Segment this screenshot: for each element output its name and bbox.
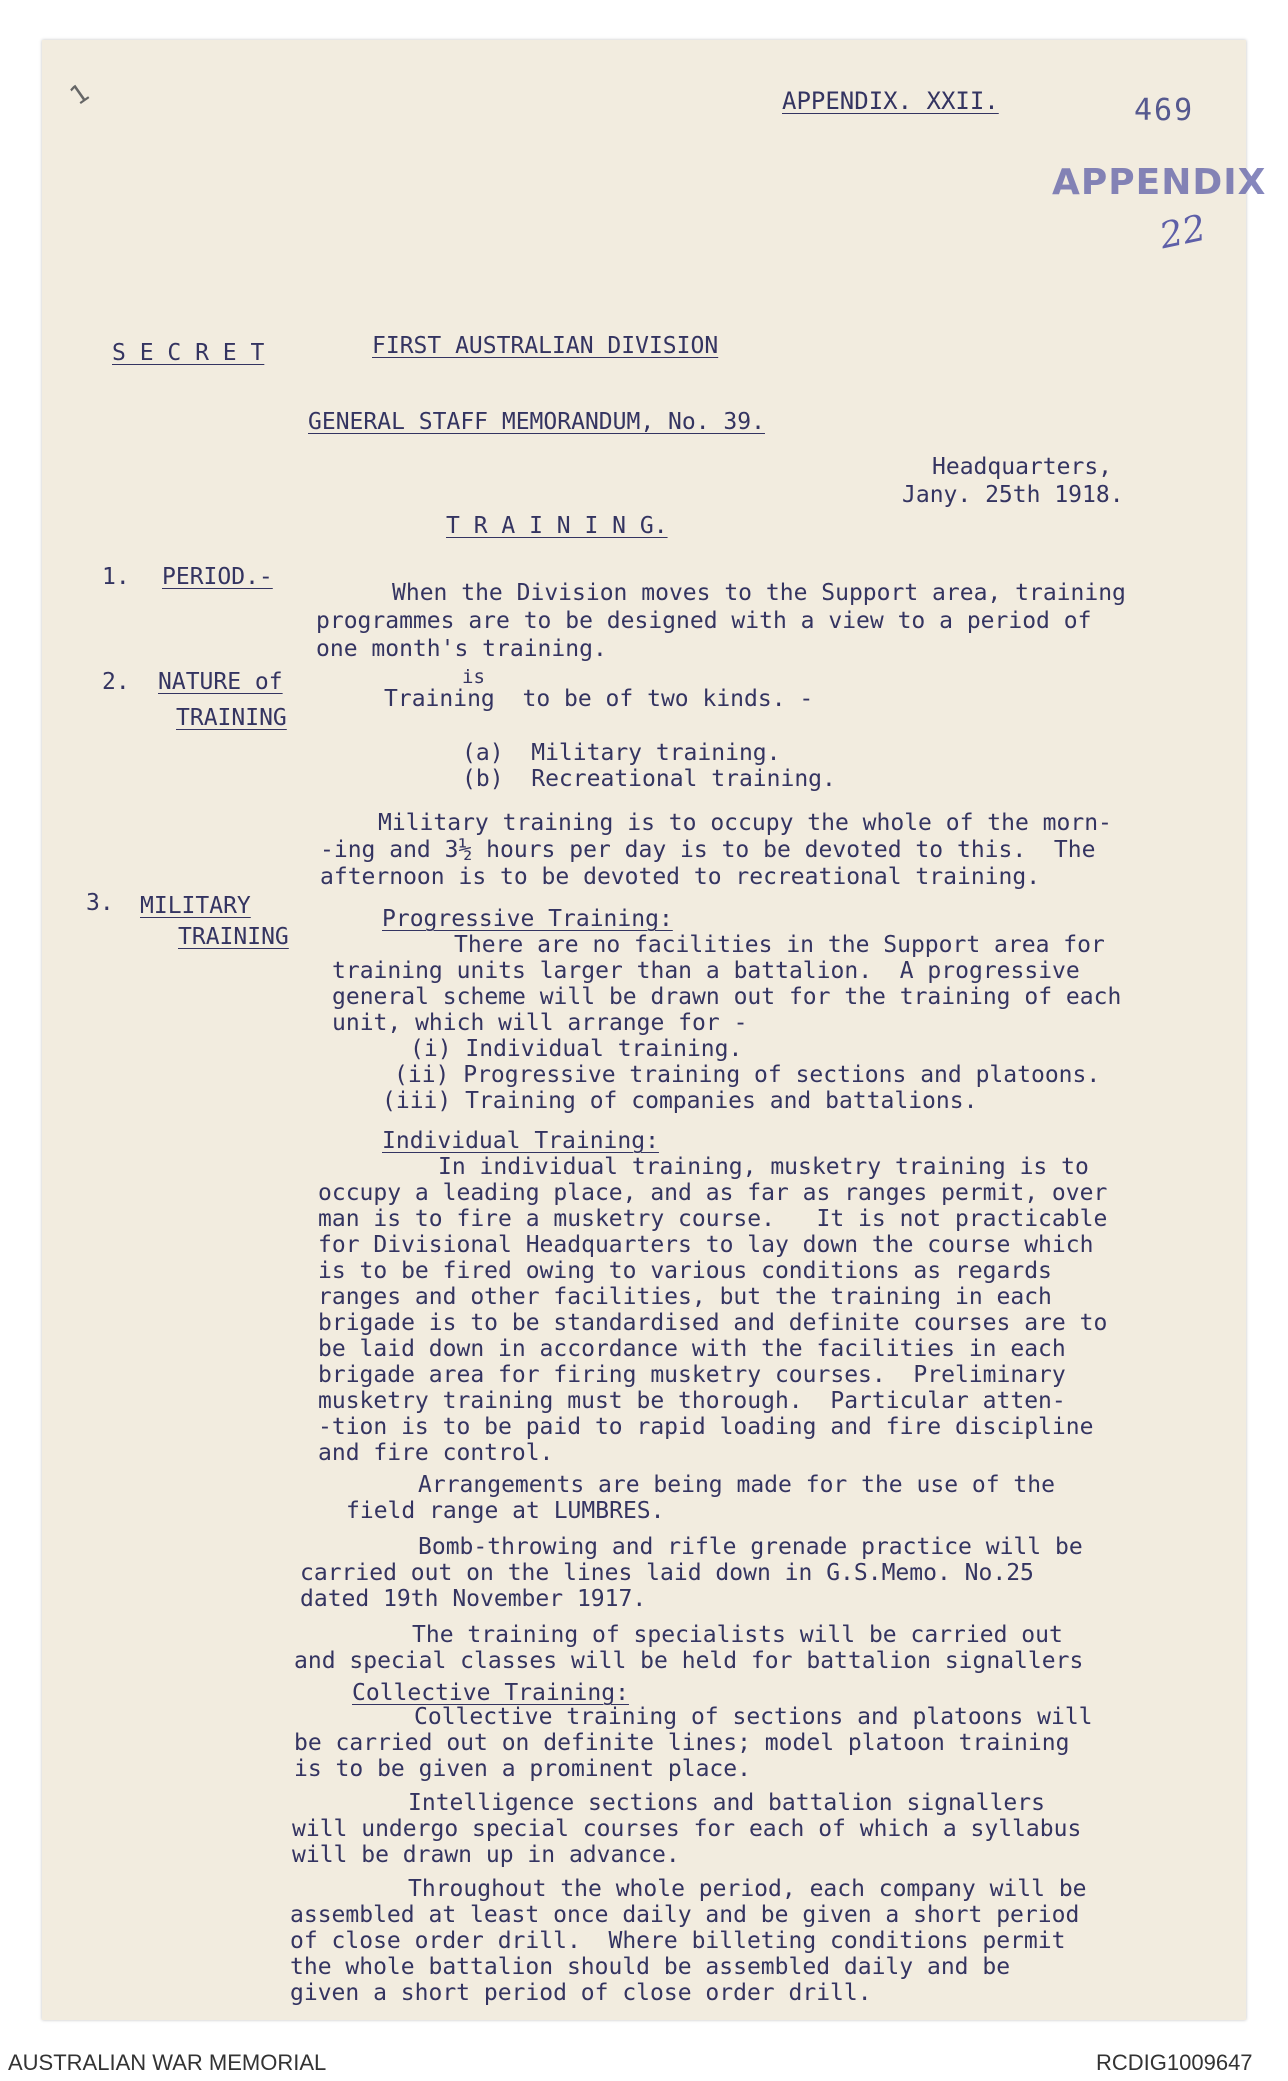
origin-date: Jany. 25th 1918. [902, 482, 1124, 508]
ind-line: man is to fire a musketry course. It is not practicable [318, 1206, 1108, 1232]
s2-line: -ing and 3½ hours per day is to be devoted to this. The [320, 837, 1096, 863]
division-title: FIRST AUSTRALIAN DIVISION [372, 333, 719, 359]
coll-line: Collective training of sections and platoons will [414, 1704, 1093, 1730]
range-line: Arrangements are being made for the use of the [418, 1472, 1055, 1498]
prog-line: general scheme will be drawn out for the training of each [332, 984, 1122, 1010]
intel-line: will be drawn up in advance. [292, 1842, 680, 1868]
prog-item: (ii) Progressive training of sections and platoons. [394, 1062, 1101, 1088]
intel-line: will undergo special courses for each of which a syllabus [292, 1816, 1082, 1842]
ind-line: In individual training, musketry training is to [438, 1154, 1089, 1180]
ind-line: -tion is to be paid to rapid loading and fire discipline [318, 1414, 1094, 1440]
collective-training-heading: Collective Training: [352, 1680, 629, 1706]
coll-line: be carried out on definite lines; model platoon training [294, 1730, 1070, 1756]
section-2-heading-2: TRAINING [176, 705, 287, 731]
footer-source: AUSTRALIAN WAR MEMORIAL [8, 2050, 327, 2075]
ind-line: be laid down in accordance with the facilities in each [318, 1336, 1066, 1362]
subject-title: T R A I N I N G. [446, 513, 668, 539]
bomb-line: carried out on the lines laid down in G.S.Memo. No.25 [300, 1560, 1034, 1586]
specialist-line: and special classes will be held for battalion signallers [294, 1648, 1084, 1674]
origin-line-1: Headquarters, [932, 454, 1113, 480]
individual-training-heading: Individual Training: [382, 1128, 659, 1154]
folio-number: 469 [1134, 93, 1195, 128]
progressive-training-heading: Progressive Training: [382, 906, 673, 932]
section-2-heading-1: NATURE of [158, 669, 283, 695]
ind-line: for Divisional Headquarters to lay down the course which [318, 1232, 1094, 1258]
s2-line: afternoon is to be devoted to recreational training. [320, 864, 1041, 890]
s2-item-a: (a) Military training. [462, 740, 781, 766]
ind-line: brigade area for firing musketry courses. Preliminary [318, 1362, 1066, 1388]
document-page [42, 40, 1267, 2020]
prog-line: training units larger than a battalion. A progressive [332, 958, 1080, 984]
s2-line: Military training is to occupy the whole of the morn- [378, 810, 1112, 836]
ind-line: and fire control. [318, 1440, 554, 1466]
section-2-number: 2. [102, 669, 130, 695]
prog-item: (iii) Training of companies and battalions. [382, 1088, 978, 1114]
section-1-heading: PERIOD.- [162, 564, 273, 590]
bomb-line: dated 19th November 1917. [300, 1586, 647, 1612]
ind-line: ranges and other facilities, but the training in each [318, 1284, 1052, 1310]
coll-line: is to be given a prominent place. [294, 1756, 751, 1782]
section-1-number: 1. [102, 564, 130, 590]
prog-line: unit, which will arrange for - [332, 1010, 748, 1036]
classification: S E C R E T [112, 340, 265, 366]
s1-line: one month's training. [316, 636, 607, 662]
intel-line: Intelligence sections and battalion signallers [408, 1790, 1045, 1816]
footer-id: RCDIG1009647 [1096, 2050, 1253, 2075]
s2-item-b: (b) Recreational training. [462, 766, 836, 792]
appendix-stamp: APPENDIX [1052, 162, 1267, 203]
section-3-number: 3. [86, 890, 114, 916]
ind-line: brigade is to be standardised and definite courses are to [318, 1310, 1108, 1336]
corner-mark: 1 [64, 78, 95, 112]
range-line: field range at LUMBRES. [346, 1498, 665, 1524]
drill-line: Throughout the whole period, each company will be [408, 1876, 1087, 1902]
section-3-heading-2: TRAINING [178, 924, 289, 950]
drill-line: assembled at least once daily and be given a short period [290, 1902, 1080, 1928]
s2-intro: Training to be of two kinds. - [384, 686, 814, 712]
ind-line: is to be fired owing to various conditions as regards [318, 1258, 1052, 1284]
specialist-line: The training of specialists will be carried out [412, 1622, 1063, 1648]
appendix-label: APPENDIX. XXII. [782, 87, 999, 115]
ind-line: musketry training must be thorough. Particular atten- [318, 1388, 1066, 1414]
drill-line: given a short period of close order drill. [290, 1980, 872, 2006]
memo-number: GENERAL STAFF MEMORANDUM, No. 39. [308, 409, 765, 435]
s1-line: programmes are to be designed with a view to a period of [316, 608, 1092, 634]
handwritten-number: 22 [1156, 207, 1210, 258]
drill-line: of close order drill. Where billeting conditions permit [290, 1928, 1066, 1954]
prog-line: There are no facilities in the Support area for [454, 932, 1105, 958]
insert-is: is [462, 666, 485, 688]
ind-line: occupy a leading place, and as far as ranges permit, over [318, 1180, 1108, 1206]
s1-line: When the Division moves to the Support area, training [392, 580, 1126, 606]
drill-line: the whole battalion should be assembled daily and be [290, 1954, 1011, 1980]
section-3-heading-1: MILITARY [140, 893, 251, 919]
bomb-line: Bomb-throwing and rifle grenade practice will be [418, 1534, 1083, 1560]
prog-item: (i) Individual training. [410, 1036, 743, 1062]
